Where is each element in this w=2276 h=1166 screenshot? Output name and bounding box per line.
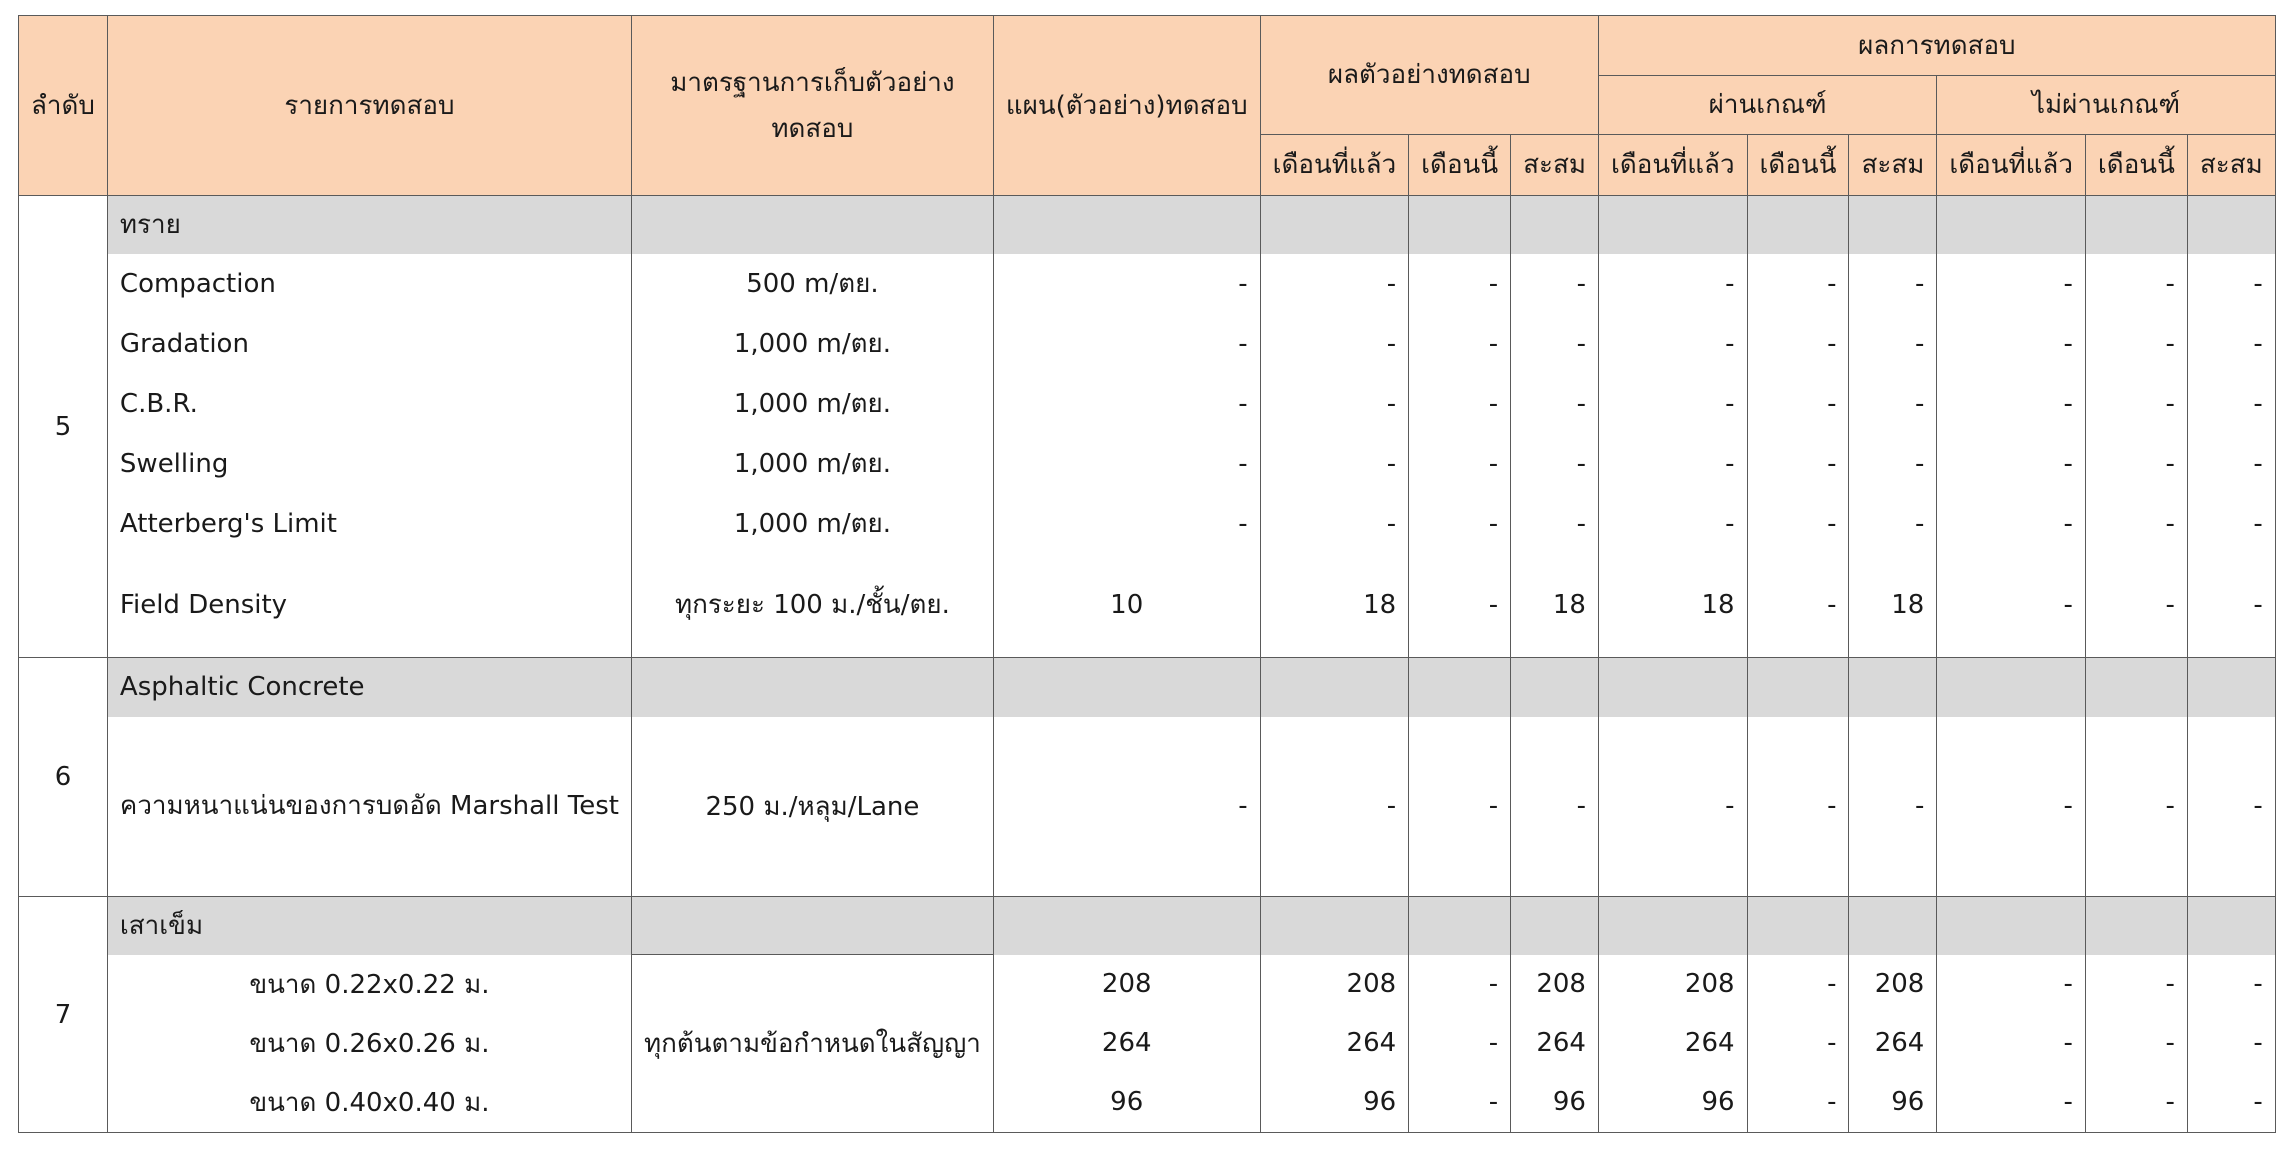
value-cell: -	[1747, 374, 1849, 434]
item-label: ขนาด 0.26x0.26 ม.	[107, 1014, 631, 1073]
value-cell: -	[1937, 314, 2086, 374]
table-row	[19, 374, 2276, 434]
value-cell: -	[1747, 314, 1849, 374]
value-cell: -	[1747, 1014, 1849, 1073]
value-cell: -	[1937, 434, 2086, 494]
value-cell: -	[1260, 254, 1409, 314]
header-samples-cumulative: สะสม	[1511, 135, 1599, 196]
value-cell: -	[2187, 955, 2275, 1014]
value-cell: -	[1849, 434, 1937, 494]
value-cell: 96	[1598, 1073, 1747, 1133]
value-cell: -	[1409, 254, 1511, 314]
value-cell: 18	[1849, 554, 1937, 658]
value-cell: 264	[1260, 1014, 1409, 1073]
value-cell: -	[1409, 554, 1511, 658]
value-cell: -	[1260, 494, 1409, 554]
value-cell: -	[2085, 554, 2187, 658]
header-pass-last-month: เดือนที่แล้ว	[1598, 135, 1747, 196]
table-row	[19, 494, 2276, 554]
value-plan: -	[993, 494, 1260, 554]
standard-cell: ทุกต้นตามข้อกำหนดในสัญญา	[631, 955, 993, 1133]
value-cell: 18	[1511, 554, 1599, 658]
header-samples-this-month: เดือนนี้	[1409, 135, 1511, 196]
header-samples-last-month: เดือนที่แล้ว	[1260, 135, 1409, 196]
table-row	[19, 717, 2276, 897]
header-pass-this-month: เดือนนี้	[1747, 135, 1849, 196]
value-cell: -	[1747, 494, 1849, 554]
value-cell: -	[1409, 374, 1511, 434]
value-cell: -	[1598, 314, 1747, 374]
standard-cell: 250 ม./หลุม/Lane	[631, 717, 993, 897]
header-fail-last-month: เดือนที่แล้ว	[1937, 135, 2086, 196]
value-cell: -	[1409, 955, 1511, 1014]
value-cell: 18	[1598, 554, 1747, 658]
item-label: ขนาด 0.40x0.40 ม.	[107, 1073, 631, 1133]
test-results-table	[18, 15, 2276, 1133]
value-cell: -	[1511, 374, 1599, 434]
standard-cell: 1,000 m/ตย.	[631, 374, 993, 434]
value-cell: -	[1511, 254, 1599, 314]
header-samples-group: ผลตัวอย่างทดสอบ	[1260, 16, 1598, 135]
value-cell: -	[2187, 1014, 2275, 1073]
value-cell: -	[1747, 1073, 1849, 1133]
value-cell: -	[1409, 434, 1511, 494]
value-cell: 18	[1260, 554, 1409, 658]
standard-cell: ทุกระยะ 100 ม./ชั้น/ตย.	[631, 554, 993, 658]
seq-7: 7	[19, 897, 108, 1133]
value-cell: -	[1511, 494, 1599, 554]
value-cell: -	[1511, 717, 1599, 897]
header-pass-group: ผ่านเกณฑ์	[1598, 76, 1936, 135]
table-row	[19, 1073, 2276, 1133]
value-cell: -	[1260, 314, 1409, 374]
value-cell: -	[1937, 254, 2086, 314]
value-cell: -	[1747, 955, 1849, 1014]
header-fail-cumulative: สะสม	[2187, 135, 2275, 196]
value-cell: 96	[1260, 1073, 1409, 1133]
item-label: Gradation	[107, 314, 631, 374]
section-title-asphaltic-concrete: Asphaltic Concrete	[107, 658, 631, 717]
item-label: ความหนาแน่นของการบดอัด Marshall Test	[107, 717, 631, 897]
value-cell: 208	[1511, 955, 1599, 1014]
value-cell: 96	[1511, 1073, 1599, 1133]
table-row	[19, 1014, 2276, 1073]
header-fail-group: ไม่ผ่านเกณฑ์	[1937, 76, 2275, 135]
value-cell: -	[1260, 374, 1409, 434]
value-cell: -	[1849, 494, 1937, 554]
header-row-1	[19, 16, 2276, 76]
header-plan: แผน(ตัวอย่าง)ทดสอบ	[993, 16, 1260, 196]
table-row	[19, 434, 2276, 494]
test-results-table-wrapper	[18, 15, 2276, 1133]
value-cell: -	[1260, 717, 1409, 897]
value-plan: 10	[993, 554, 1260, 658]
value-cell: -	[2085, 1073, 2187, 1133]
value-cell: 208	[1260, 955, 1409, 1014]
value-cell: -	[2187, 494, 2275, 554]
item-label: Compaction	[107, 254, 631, 314]
value-cell: -	[1598, 494, 1747, 554]
value-cell: -	[2187, 374, 2275, 434]
value-cell: -	[2085, 314, 2187, 374]
value-cell: -	[1849, 254, 1937, 314]
value-cell: -	[1937, 494, 2086, 554]
value-cell: -	[2085, 374, 2187, 434]
value-cell: -	[1511, 314, 1599, 374]
header-pass-cumulative: สะสม	[1849, 135, 1937, 196]
item-label: Field Density	[107, 554, 631, 658]
value-cell: -	[1260, 434, 1409, 494]
value-cell: -	[2187, 434, 2275, 494]
section-row-piles	[19, 897, 2276, 955]
value-cell: -	[1849, 717, 1937, 897]
item-label: C.B.R.	[107, 374, 631, 434]
value-plan: 96	[993, 1073, 1260, 1133]
table-row	[19, 314, 2276, 374]
section-row-sand	[19, 196, 2276, 254]
value-cell: -	[1937, 1073, 2086, 1133]
value-cell: -	[1598, 254, 1747, 314]
value-cell: -	[1409, 1073, 1511, 1133]
value-cell: -	[1937, 374, 2086, 434]
value-cell: -	[2085, 717, 2187, 897]
standard-cell: 1,000 m/ตย.	[631, 494, 993, 554]
standard-cell: 1,000 m/ตย.	[631, 434, 993, 494]
item-label: ขนาด 0.22x0.22 ม.	[107, 955, 631, 1014]
standard-cell: 500 m/ตย.	[631, 254, 993, 314]
value-cell: -	[1747, 434, 1849, 494]
value-cell: -	[2187, 554, 2275, 658]
standard-cell: 1,000 m/ตย.	[631, 314, 993, 374]
value-cell: -	[1937, 955, 2086, 1014]
value-cell: -	[2187, 254, 2275, 314]
value-cell: -	[1937, 554, 2086, 658]
value-cell: -	[2085, 434, 2187, 494]
header-standard: มาตรฐานการเก็บตัวอย่างทดสอบ	[631, 16, 993, 196]
value-cell: -	[2085, 494, 2187, 554]
value-cell: 264	[1849, 1014, 1937, 1073]
value-cell: 264	[1511, 1014, 1599, 1073]
value-cell: -	[2085, 955, 2187, 1014]
value-cell: -	[1747, 554, 1849, 658]
header-results-group: ผลการทดสอบ	[1598, 16, 2275, 76]
value-cell: -	[2187, 1073, 2275, 1133]
value-cell: -	[1598, 717, 1747, 897]
value-cell: -	[1747, 717, 1849, 897]
header-seq: ลำดับ	[19, 16, 108, 196]
table-row	[19, 554, 2276, 658]
value-cell: 96	[1849, 1073, 1937, 1133]
section-title-piles: เสาเข็ม	[107, 897, 631, 955]
value-cell: -	[1511, 434, 1599, 494]
value-cell: -	[2085, 254, 2187, 314]
table-row	[19, 955, 2276, 1014]
value-plan: -	[993, 434, 1260, 494]
value-plan: 264	[993, 1014, 1260, 1073]
value-cell: -	[2187, 717, 2275, 897]
value-cell: -	[1409, 314, 1511, 374]
value-cell: -	[1937, 1014, 2086, 1073]
value-cell: -	[1849, 314, 1937, 374]
header-item: รายการทดสอบ	[107, 16, 631, 196]
seq-6: 6	[19, 658, 108, 897]
value-cell: -	[1747, 254, 1849, 314]
header-fail-this-month: เดือนนี้	[2085, 135, 2187, 196]
value-plan: -	[993, 374, 1260, 434]
value-plan: 208	[993, 955, 1260, 1014]
section-row-asphaltic-concrete	[19, 658, 2276, 717]
value-cell: -	[1598, 374, 1747, 434]
value-plan: -	[993, 254, 1260, 314]
value-cell: -	[2085, 1014, 2187, 1073]
value-cell: -	[1409, 494, 1511, 554]
value-cell: 208	[1849, 955, 1937, 1014]
value-plan: -	[993, 717, 1260, 897]
value-cell: -	[1409, 1014, 1511, 1073]
value-cell: -	[2187, 314, 2275, 374]
value-cell: -	[1937, 717, 2086, 897]
value-cell: -	[1849, 374, 1937, 434]
value-plan: -	[993, 314, 1260, 374]
item-label: Swelling	[107, 434, 631, 494]
table-row	[19, 254, 2276, 314]
value-cell: 208	[1598, 955, 1747, 1014]
value-cell: -	[1598, 434, 1747, 494]
seq-5: 5	[19, 196, 108, 658]
value-cell: 264	[1598, 1014, 1747, 1073]
item-label: Atterberg's Limit	[107, 494, 631, 554]
section-title-sand: ทราย	[107, 196, 631, 254]
value-cell: -	[1409, 717, 1511, 897]
